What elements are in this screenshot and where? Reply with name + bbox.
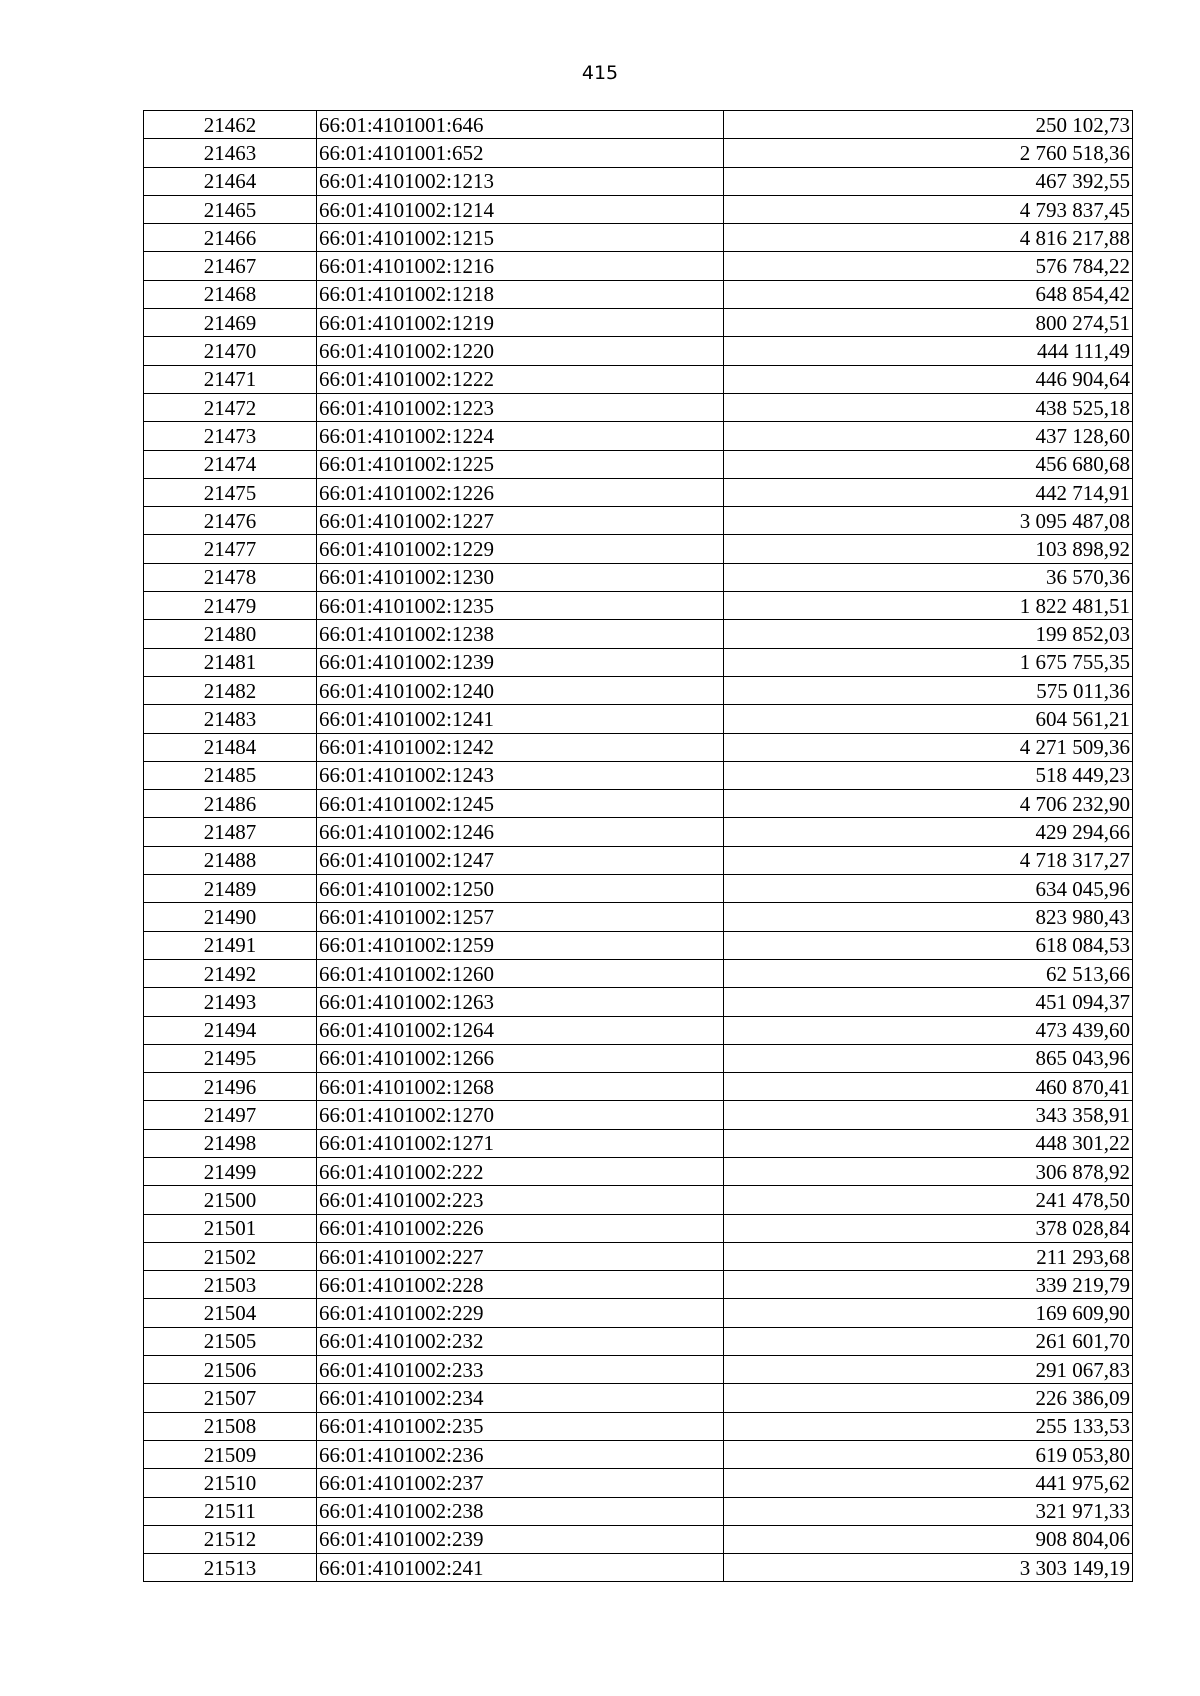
- cadastral-value-cell: 306 878,92: [724, 1157, 1133, 1185]
- cadastral-number-cell: 66:01:4101002:1239: [317, 648, 724, 676]
- cadastral-number-cell: 66:01:4101002:1264: [317, 1016, 724, 1044]
- cadastral-value-cell: 343 358,91: [724, 1101, 1133, 1129]
- cadastral-number-cell: 66:01:4101001:646: [317, 111, 724, 139]
- cadastral-number-cell: 66:01:4101002:228: [317, 1271, 724, 1299]
- table-row: [144, 309, 1133, 337]
- row-number-cell: 21483: [144, 705, 317, 733]
- row-number-cell: 21484: [144, 733, 317, 761]
- cadastral-value-cell: 446 904,64: [724, 365, 1133, 393]
- cadastral-number-cell: 66:01:4101002:1216: [317, 252, 724, 280]
- table-row: [144, 1044, 1133, 1072]
- cadastral-number-cell: 66:01:4101002:1229: [317, 535, 724, 563]
- cadastral-value-cell: 448 301,22: [724, 1129, 1133, 1157]
- cadastral-number-cell: 66:01:4101002:226: [317, 1214, 724, 1242]
- cadastral-value-cell: 4 718 317,27: [724, 846, 1133, 874]
- table-row: [144, 846, 1133, 874]
- row-number-cell: 21468: [144, 280, 317, 308]
- table-row: [144, 1384, 1133, 1412]
- table-row: [144, 1073, 1133, 1101]
- cadastral-value-cell: 4 271 509,36: [724, 733, 1133, 761]
- row-number-cell: 21503: [144, 1271, 317, 1299]
- row-number-cell: 21464: [144, 167, 317, 195]
- cadastral-number-cell: 66:01:4101002:1263: [317, 988, 724, 1016]
- cadastral-number-cell: 66:01:4101002:1224: [317, 422, 724, 450]
- row-number-cell: 21487: [144, 818, 317, 846]
- row-number-cell: 21513: [144, 1554, 317, 1582]
- page-number: 415: [581, 62, 619, 84]
- row-number-cell: 21476: [144, 507, 317, 535]
- cadastral-number-cell: 66:01:4101002:1241: [317, 705, 724, 733]
- cadastral-number-cell: 66:01:4101002:1215: [317, 224, 724, 252]
- row-number-cell: 21488: [144, 846, 317, 874]
- cadastral-value-cell: 62 513,66: [724, 959, 1133, 987]
- row-number-cell: 21489: [144, 875, 317, 903]
- cadastral-number-cell: 66:01:4101002:1238: [317, 620, 724, 648]
- cadastral-value-cell: 3 303 149,19: [724, 1554, 1133, 1582]
- row-number-cell: 21495: [144, 1044, 317, 1072]
- row-number-cell: 21482: [144, 676, 317, 704]
- cadastral-number-cell: 66:01:4101002:229: [317, 1299, 724, 1327]
- cadastral-value-cell: 321 971,33: [724, 1497, 1133, 1525]
- row-number-cell: 21479: [144, 592, 317, 620]
- row-number-cell: 21471: [144, 365, 317, 393]
- cadastral-value-cell: 518 449,23: [724, 761, 1133, 789]
- cadastral-number-cell: 66:01:4101002:222: [317, 1157, 724, 1185]
- cadastral-number-cell: 66:01:4101002:1220: [317, 337, 724, 365]
- table-row: [144, 1440, 1133, 1468]
- cadastral-value-cell: 4 793 837,45: [724, 195, 1133, 223]
- cadastral-number-cell: 66:01:4101002:1266: [317, 1044, 724, 1072]
- cadastral-value-cell: 261 601,70: [724, 1327, 1133, 1355]
- table-row: [144, 365, 1133, 393]
- cadastral-number-cell: 66:01:4101002:1268: [317, 1073, 724, 1101]
- cadastral-number-cell: 66:01:4101002:235: [317, 1412, 724, 1440]
- table-row: [144, 733, 1133, 761]
- cadastral-number-cell: 66:01:4101002:1226: [317, 478, 724, 506]
- cadastral-value-cell: 618 084,53: [724, 931, 1133, 959]
- cadastral-value-cell: 226 386,09: [724, 1384, 1133, 1412]
- cadastral-number-cell: 66:01:4101002:1225: [317, 450, 724, 478]
- cadastral-number-cell: 66:01:4101002:1242: [317, 733, 724, 761]
- cadastral-number-cell: 66:01:4101002:1257: [317, 903, 724, 931]
- cadastral-number-cell: 66:01:4101002:1260: [317, 959, 724, 987]
- table-row: [144, 1554, 1133, 1582]
- cadastral-value-cell: 378 028,84: [724, 1214, 1133, 1242]
- table-row: [144, 1271, 1133, 1299]
- row-number-cell: 21505: [144, 1327, 317, 1355]
- row-number-cell: 21469: [144, 309, 317, 337]
- cadastral-value-cell: 437 128,60: [724, 422, 1133, 450]
- cadastral-number-cell: 66:01:4101002:237: [317, 1469, 724, 1497]
- cadastral-number-cell: 66:01:4101002:223: [317, 1186, 724, 1214]
- row-number-cell: 21512: [144, 1525, 317, 1553]
- table-row: [144, 1327, 1133, 1355]
- cadastral-value-cell: 865 043,96: [724, 1044, 1133, 1072]
- table-row: [144, 139, 1133, 167]
- row-number-cell: 21470: [144, 337, 317, 365]
- cadastral-number-cell: 66:01:4101002:1230: [317, 563, 724, 591]
- row-number-cell: 21499: [144, 1157, 317, 1185]
- table-row: [144, 535, 1133, 563]
- row-number-cell: 21481: [144, 648, 317, 676]
- cadastral-value-cell: 473 439,60: [724, 1016, 1133, 1044]
- table-row: [144, 1129, 1133, 1157]
- row-number-cell: 21511: [144, 1497, 317, 1525]
- cadastral-value-cell: 3 095 487,08: [724, 507, 1133, 535]
- cadastral-value-cell: 634 045,96: [724, 875, 1133, 903]
- row-number-cell: 21490: [144, 903, 317, 931]
- table-row: [144, 988, 1133, 1016]
- table-row: [144, 959, 1133, 987]
- cadastral-value-cell: 604 561,21: [724, 705, 1133, 733]
- table-row: [144, 507, 1133, 535]
- cadastral-value-cell: 4 816 217,88: [724, 224, 1133, 252]
- cadastral-value-cell: 460 870,41: [724, 1073, 1133, 1101]
- table-row: [144, 1356, 1133, 1384]
- cadastral-value-cell: 800 274,51: [724, 309, 1133, 337]
- table-row: [144, 705, 1133, 733]
- table-row: [144, 1101, 1133, 1129]
- cadastral-value-cell: 441 975,62: [724, 1469, 1133, 1497]
- table-row: [144, 252, 1133, 280]
- cadastral-number-cell: 66:01:4101002:1223: [317, 393, 724, 421]
- cadastral-value-cell: 36 570,36: [724, 563, 1133, 591]
- table-row: [144, 195, 1133, 223]
- cadastral-value-cell: 211 293,68: [724, 1242, 1133, 1270]
- cadastral-value-table: [143, 110, 1133, 1582]
- table-row: [144, 1412, 1133, 1440]
- cadastral-value-cell: 823 980,43: [724, 903, 1133, 931]
- table-row: [144, 280, 1133, 308]
- cadastral-number-cell: 66:01:4101002:1270: [317, 1101, 724, 1129]
- cadastral-number-cell: 66:01:4101002:1246: [317, 818, 724, 846]
- row-number-cell: 21485: [144, 761, 317, 789]
- cadastral-value-cell: 339 219,79: [724, 1271, 1133, 1299]
- cadastral-value-cell: 456 680,68: [724, 450, 1133, 478]
- row-number-cell: 21465: [144, 195, 317, 223]
- table-row: [144, 676, 1133, 704]
- table-row: [144, 818, 1133, 846]
- cadastral-value-cell: 169 609,90: [724, 1299, 1133, 1327]
- table-row: [144, 875, 1133, 903]
- cadastral-number-cell: 66:01:4101002:1250: [317, 875, 724, 903]
- cadastral-number-cell: 66:01:4101002:1240: [317, 676, 724, 704]
- table-row: [144, 1242, 1133, 1270]
- cadastral-value-cell: 291 067,83: [724, 1356, 1133, 1384]
- row-number-cell: 21462: [144, 111, 317, 139]
- table-row: [144, 761, 1133, 789]
- cadastral-number-cell: 66:01:4101002:1247: [317, 846, 724, 874]
- cadastral-value-cell: 438 525,18: [724, 393, 1133, 421]
- table-row: [144, 931, 1133, 959]
- cadastral-value-cell: 199 852,03: [724, 620, 1133, 648]
- row-number-cell: 21480: [144, 620, 317, 648]
- row-number-cell: 21498: [144, 1129, 317, 1157]
- cadastral-value-cell: 576 784,22: [724, 252, 1133, 280]
- row-number-cell: 21477: [144, 535, 317, 563]
- row-number-cell: 21500: [144, 1186, 317, 1214]
- cadastral-value-cell: 4 706 232,90: [724, 790, 1133, 818]
- cadastral-number-cell: 66:01:4101002:1245: [317, 790, 724, 818]
- cadastral-number-cell: 66:01:4101002:239: [317, 1525, 724, 1553]
- cadastral-value-cell: 2 760 518,36: [724, 139, 1133, 167]
- cadastral-number-cell: 66:01:4101002:1222: [317, 365, 724, 393]
- row-number-cell: 21507: [144, 1384, 317, 1412]
- table-row: [144, 422, 1133, 450]
- cadastral-value-cell: 908 804,06: [724, 1525, 1133, 1553]
- row-number-cell: 21478: [144, 563, 317, 591]
- row-number-cell: 21493: [144, 988, 317, 1016]
- table-row: [144, 337, 1133, 365]
- cadastral-number-cell: 66:01:4101002:234: [317, 1384, 724, 1412]
- table-row: [144, 1525, 1133, 1553]
- cadastral-value-cell: 444 111,49: [724, 337, 1133, 365]
- cadastral-number-cell: 66:01:4101002:241: [317, 1554, 724, 1582]
- table-row: [144, 1214, 1133, 1242]
- cadastral-number-cell: 66:01:4101002:1214: [317, 195, 724, 223]
- cadastral-number-cell: 66:01:4101002:1243: [317, 761, 724, 789]
- row-number-cell: 21466: [144, 224, 317, 252]
- table-row: [144, 1469, 1133, 1497]
- cadastral-value-cell: 429 294,66: [724, 818, 1133, 846]
- row-number-cell: 21473: [144, 422, 317, 450]
- table-row: [144, 393, 1133, 421]
- cadastral-number-cell: 66:01:4101002:238: [317, 1497, 724, 1525]
- table-row: [144, 478, 1133, 506]
- table-row: [144, 1497, 1133, 1525]
- cadastral-value-cell: 619 053,80: [724, 1440, 1133, 1468]
- row-number-cell: 21472: [144, 393, 317, 421]
- table-row: [144, 1016, 1133, 1044]
- cadastral-value-cell: 250 102,73: [724, 111, 1133, 139]
- cadastral-value-cell: 648 854,42: [724, 280, 1133, 308]
- cadastral-number-cell: 66:01:4101002:1271: [317, 1129, 724, 1157]
- cadastral-value-cell: 467 392,55: [724, 167, 1133, 195]
- row-number-cell: 21463: [144, 139, 317, 167]
- cadastral-number-cell: 66:01:4101002:1213: [317, 167, 724, 195]
- cadastral-value-cell: 1 822 481,51: [724, 592, 1133, 620]
- table-row: [144, 1299, 1133, 1327]
- table-row: [144, 1186, 1133, 1214]
- table-row: [144, 620, 1133, 648]
- row-number-cell: 21474: [144, 450, 317, 478]
- cadastral-number-cell: 66:01:4101002:232: [317, 1327, 724, 1355]
- cadastral-number-cell: 66:01:4101001:652: [317, 139, 724, 167]
- table-row: [144, 111, 1133, 139]
- table-row: [144, 224, 1133, 252]
- cadastral-number-cell: 66:01:4101002:1235: [317, 592, 724, 620]
- table-row: [144, 563, 1133, 591]
- cadastral-value-cell: 575 011,36: [724, 676, 1133, 704]
- row-number-cell: 21486: [144, 790, 317, 818]
- row-number-cell: 21497: [144, 1101, 317, 1129]
- row-number-cell: 21509: [144, 1440, 317, 1468]
- cadastral-number-cell: 66:01:4101002:1218: [317, 280, 724, 308]
- row-number-cell: 21508: [144, 1412, 317, 1440]
- row-number-cell: 21501: [144, 1214, 317, 1242]
- cadastral-number-cell: 66:01:4101002:1259: [317, 931, 724, 959]
- cadastral-number-cell: 66:01:4101002:233: [317, 1356, 724, 1384]
- cadastral-value-cell: 442 714,91: [724, 478, 1133, 506]
- table-row: [144, 790, 1133, 818]
- cadastral-value-cell: 255 133,53: [724, 1412, 1133, 1440]
- row-number-cell: 21510: [144, 1469, 317, 1497]
- table-row: [144, 450, 1133, 478]
- cadastral-value-cell: 1 675 755,35: [724, 648, 1133, 676]
- row-number-cell: 21475: [144, 478, 317, 506]
- cadastral-value-cell: 241 478,50: [724, 1186, 1133, 1214]
- row-number-cell: 21504: [144, 1299, 317, 1327]
- row-number-cell: 21491: [144, 931, 317, 959]
- table-row: [144, 167, 1133, 195]
- cadastral-number-cell: 66:01:4101002:236: [317, 1440, 724, 1468]
- table-row: [144, 648, 1133, 676]
- row-number-cell: 21496: [144, 1073, 317, 1101]
- table-row: [144, 903, 1133, 931]
- cadastral-value-cell: 103 898,92: [724, 535, 1133, 563]
- row-number-cell: 21502: [144, 1242, 317, 1270]
- cadastral-number-cell: 66:01:4101002:1219: [317, 309, 724, 337]
- row-number-cell: 21494: [144, 1016, 317, 1044]
- table-row: [144, 1157, 1133, 1185]
- row-number-cell: 21467: [144, 252, 317, 280]
- table-body: [144, 111, 1133, 1582]
- cadastral-number-cell: 66:01:4101002:1227: [317, 507, 724, 535]
- cadastral-number-cell: 66:01:4101002:227: [317, 1242, 724, 1270]
- cadastral-value-cell: 451 094,37: [724, 988, 1133, 1016]
- row-number-cell: 21492: [144, 959, 317, 987]
- table-row: [144, 592, 1133, 620]
- row-number-cell: 21506: [144, 1356, 317, 1384]
